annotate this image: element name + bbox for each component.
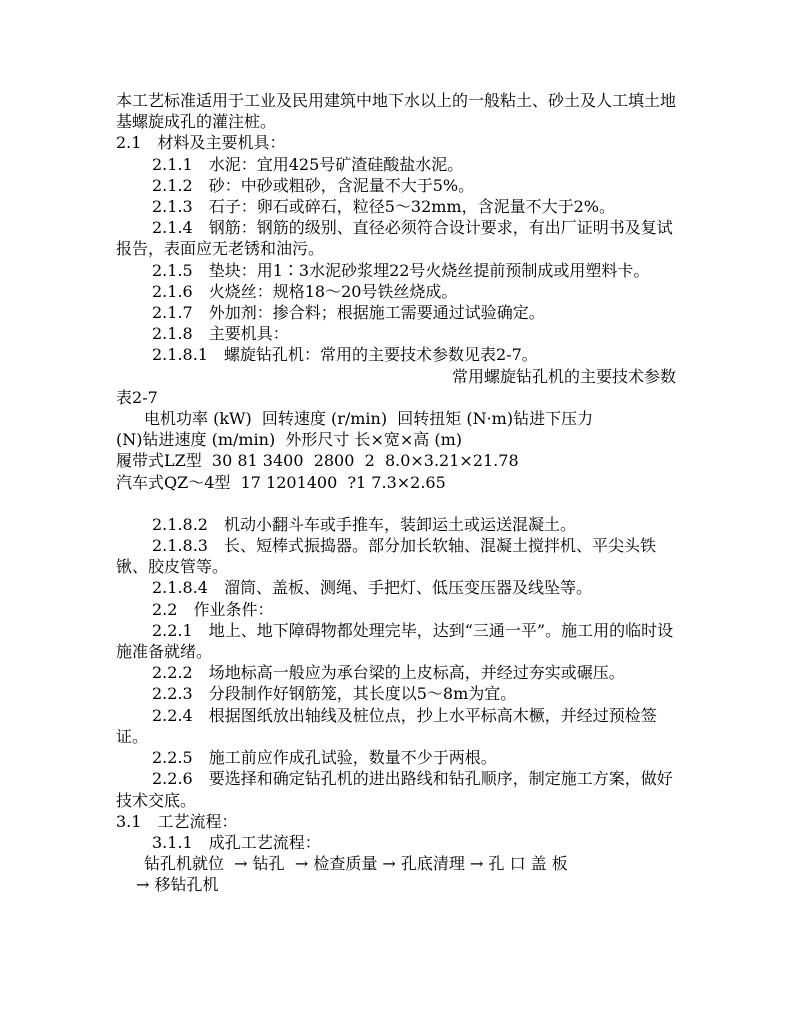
item-2-1-5: 2.1.5 垫块：用1∶3水泥砂浆埋22号火烧丝提前预制成或用塑料卡。 bbox=[152, 260, 650, 280]
table-header-line-2: (N)钻进速度 (m/min) 外形尺寸 长×宽×高 (m) bbox=[116, 430, 463, 450]
table-row: 履带式LZ型 30 81 3400 2800 2 8.0×3.21×21.78 bbox=[116, 451, 519, 471]
item-3-1-1: 3.1.1 成孔工艺流程： bbox=[152, 832, 321, 852]
section-3-1-heading: 3.1 工艺流程： bbox=[116, 811, 238, 831]
item-2-2-5: 2.2.5 施工前应作成孔试验，数量不少于两根。 bbox=[152, 748, 497, 768]
table-title: 常用螺旋钻孔机的主要技术参数 bbox=[451, 366, 676, 386]
document-page bbox=[116, 90, 676, 896]
item-2-1-1: 2.1.1 水泥：宜用425号矿渣硅酸盐水泥。 bbox=[152, 154, 464, 174]
item-2-1-8-1: 2.1.8.1 螺旋钻孔机：常用的主要技术参数见表2-7。 bbox=[152, 345, 538, 365]
item-2-1-8-3: 2.1.8.3 长、短棒式振捣器。部分加长软轴、混凝土搅拌机、平尖头铁锹、胶皮管等。 bbox=[116, 536, 656, 577]
process-flow-line-2: → 移钻孔机 bbox=[136, 875, 219, 895]
item-2-1-7: 2.1.7 外加剂：掺合料；根据施工需要通过试验确定。 bbox=[152, 303, 545, 323]
item-2-2-1: 2.2.1 地上、地下障碍物都处理完毕，达到“三通一平”。施工用的临时设施准备就绪。 bbox=[116, 620, 674, 662]
intro-paragraph: 本工艺标准适用于工业及民用建筑中地下水以上的一般粘土、砂土及人工填土地基螺旋成孔的灌注桩。 bbox=[116, 91, 677, 132]
process-flow-line-1: 钻孔机就位 → 钻孔 → 检查质量 → 孔底清理 → 孔 口 盖 板 bbox=[144, 854, 568, 874]
item-2-1-4: 2.1.4 钢筋：钢筋的级别、直径必须符合设计要求，有出厂证明书及复试报告，表面应无老锈和油污。 bbox=[116, 218, 673, 259]
section-2-2-heading: 2.2 作业条件： bbox=[152, 599, 274, 619]
item-2-2-6: 2.2.6 要选择和确定钻孔机的进出路线和钻孔顺序，制定施工方案，做好技术交底。 bbox=[116, 769, 673, 810]
item-2-2-2: 2.2.2 场地标高一般应为承台梁的上皮标高，并经过夯实或碾压。 bbox=[152, 663, 625, 683]
item-2-1-2: 2.1.2 砂：中砂或粗砂，含泥量不大于5%。 bbox=[152, 175, 475, 195]
item-2-1-6: 2.1.6 火烧丝：规格18～20号铁丝烧成。 bbox=[152, 281, 458, 301]
item-2-1-8: 2.1.8 主要机具： bbox=[152, 324, 289, 344]
spacer bbox=[116, 493, 676, 514]
item-2-2-3: 2.2.3 分段制作好钢筋笼，其长度以5～8m为宜。 bbox=[152, 684, 517, 704]
table-row: 汽车式QZ～4型 17 1201400 ?1 7.3×2.65 bbox=[116, 472, 446, 492]
table-number: 表2-7 bbox=[116, 387, 158, 407]
item-2-2-4: 2.2.4 根据图纸放出轴线及桩位点，抄上水平标高木橛，并经过预检签证。 bbox=[116, 705, 657, 746]
item-2-1-8-2: 2.1.8.2 机动小翻斗车或手推车，装卸运土或运送混凝土。 bbox=[152, 514, 576, 534]
item-2-1-3: 2.1.3 石子：卵石或碎石，粒径5～32mm，含泥量不大于2%。 bbox=[152, 197, 615, 217]
table-header-line-1: 电机功率 (kW) 回转速度 (r/min) 回转扭矩 (N·m)钻进下压力 bbox=[144, 409, 594, 429]
item-2-1-8-4: 2.1.8.4 溜筒、盖板、测绳、手把灯、低压变压器及线坠等。 bbox=[152, 578, 592, 598]
section-2-1-heading: 2.1 材料及主要机具： bbox=[116, 133, 286, 153]
